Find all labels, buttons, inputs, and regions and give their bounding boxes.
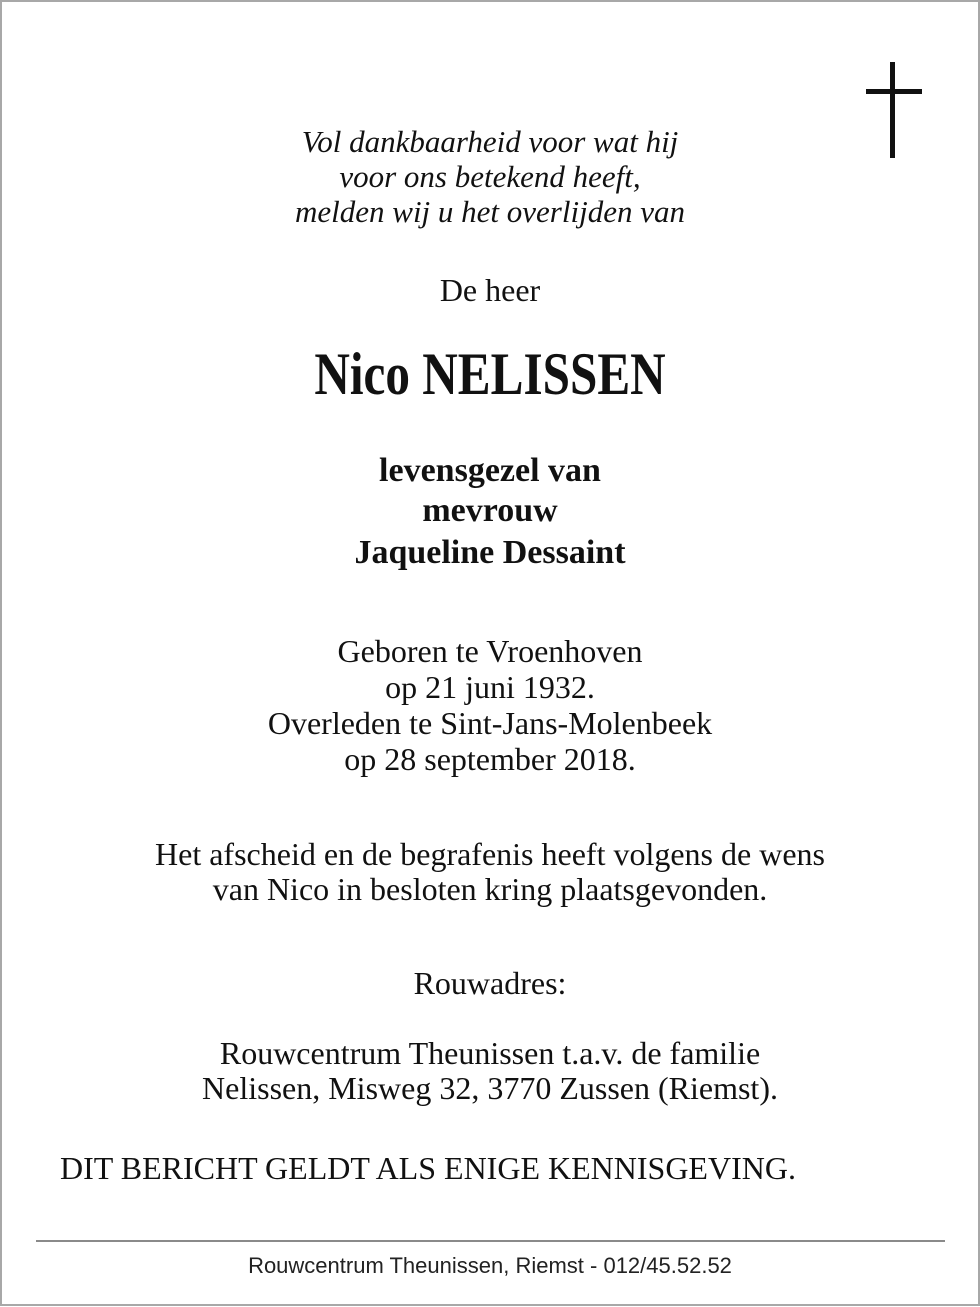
- address-line-1: Rouwcentrum Theunissen t.a.v. de familie: [219, 1035, 761, 1071]
- birth-place: Geboren te Vroenhoven: [337, 633, 643, 669]
- partner-line-2: mevrouw: [422, 492, 558, 529]
- funeral-line-2: van Nico in besloten kring plaatsgevonden.: [212, 871, 768, 907]
- birth-date: op 21 juni 1932.: [385, 669, 595, 705]
- intro-line-2: voor ons betekend heeft,: [339, 159, 641, 194]
- partner-line-3: Jaqueline Dessaint: [354, 534, 626, 571]
- intro-line-1: Vol dankbaarheid voor wat hij: [301, 124, 679, 159]
- honorific: De heer: [439, 272, 541, 308]
- death-place: Overleden te Sint-Jans-Molenbeek: [267, 705, 713, 741]
- death-date: op 28 september 2018.: [344, 741, 636, 777]
- notice-text: DIT BERICHT GELDT ALS ENIGE KENNISGEVING.: [60, 1150, 796, 1186]
- partner-line-1: levensgezel van: [379, 452, 601, 489]
- funeral-line-1: Het afscheid en de begrafenis heeft volgens de wens: [155, 836, 825, 872]
- footer-divider: [36, 1240, 945, 1242]
- footer-contact: Rouwcentrum Theunissen, Riemst - 012/45.52.52: [248, 1253, 732, 1278]
- address-label: Rouwadres:: [413, 965, 567, 1001]
- deceased-name: Nico NELISSEN: [314, 341, 666, 407]
- intro-line-3: melden wij u het overlijden van: [295, 194, 685, 229]
- address-line-2: Nelissen, Misweg 32, 3770 Zussen (Riemst).: [202, 1070, 778, 1106]
